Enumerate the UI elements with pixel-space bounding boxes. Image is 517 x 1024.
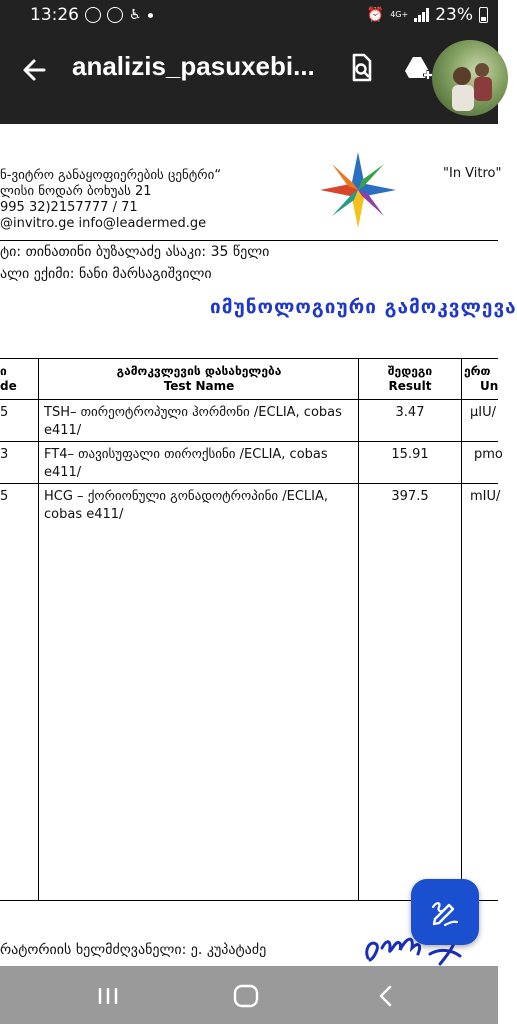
header-test-name-en: Test Name [163, 379, 235, 393]
recent-apps-button[interactable] [94, 982, 122, 1010]
app-bar [0, 32, 498, 124]
system-nav-bar [0, 966, 498, 1024]
clinic-name: ნ-ვიტრო განაყოფიერების ცენტრი“ [0, 168, 222, 183]
row-code: 5 [0, 405, 9, 420]
home-icon [232, 982, 260, 1010]
table-row-border [0, 441, 498, 442]
section-title: იმუნოლოგიური გამოკვლევა [210, 296, 517, 318]
clinic-email: @invitro.ge info@leadermed.ge [0, 216, 207, 231]
lens-search-icon [346, 52, 376, 84]
row-test-name: TSH– თირეოტროპული ჰორმონი /ECLIA, cobas e411/ [44, 405, 342, 438]
viber-icon [85, 7, 101, 23]
figure-icon: ♿ [129, 7, 142, 23]
back-arrow-icon [18, 52, 54, 88]
header-test-name-ka: გამოკვლევის დასახელება [116, 364, 282, 378]
row-test-name: FT4– თავისუფალი თიროქსინი /ECLIA, cobas e411/ [44, 447, 328, 480]
header-result-en: Result [388, 379, 432, 393]
network-type: 4G+ [390, 10, 409, 19]
edit-pen-icon [411, 879, 479, 945]
drive-add-icon [404, 54, 434, 82]
patient-line: ტი: თინათინი ბუზალაძე ასაკი: 35 წელი [0, 244, 270, 260]
signal-icon [414, 8, 429, 22]
dot-icon [148, 13, 153, 18]
clinic-logo-icon [318, 150, 398, 230]
header-result-ka: შედეგი [387, 364, 433, 378]
lab-head-line: რატორიის ხელმძღვანელი: ე. კუპატაძე [0, 942, 267, 958]
alarm-icon: ⏰ [366, 7, 385, 23]
drive-add-button[interactable] [404, 54, 434, 82]
dnd-icon [107, 7, 123, 23]
document-title: analizis_pasuxebi... [72, 51, 315, 81]
row-unit: mIU/ [470, 489, 501, 504]
clinic-brand: "In Vitro" [443, 166, 502, 181]
document-page[interactable] [0, 124, 517, 966]
doctor-line: ალი ექიმი: ნანი მარსაგიშვილი [0, 266, 212, 282]
table-top-border [0, 358, 498, 359]
header-divider [0, 240, 498, 241]
table-col-divider [358, 358, 359, 900]
row-result: 3.47 [395, 405, 425, 420]
avatar[interactable] [432, 40, 508, 116]
battery-level: 23% [435, 5, 473, 25]
clinic-phone: 995 32)2157777 / 71 [0, 200, 138, 215]
battery-icon [479, 7, 488, 23]
row-unit: pmo [474, 447, 503, 462]
status-bar [0, 0, 498, 32]
table-row-border [0, 483, 498, 484]
row-code: 3 [0, 447, 9, 462]
system-back-button[interactable] [372, 982, 400, 1010]
header-code-1: ი [0, 364, 7, 378]
clinic-address: ლისი ნოდარ ბოხუას 21 [0, 184, 152, 199]
row-test-name: HCG – ქორიონული გონადოტროპინი /ECLIA, cobas e411/ [44, 489, 329, 522]
home-button[interactable] [232, 982, 260, 1010]
avatar-photo-icon [432, 40, 508, 116]
row-unit: µIU/ [470, 405, 496, 420]
recent-apps-icon [94, 982, 122, 1010]
table-col-divider [461, 358, 462, 900]
back-button[interactable] [18, 52, 54, 88]
row-result: 397.5 [391, 489, 429, 504]
row-code: 5 [0, 489, 9, 504]
edit-fab-button[interactable] [411, 879, 479, 945]
row-result: 15.91 [391, 447, 429, 462]
status-time: 13:26 [30, 5, 79, 25]
table-header-border [0, 399, 498, 400]
lens-search-button[interactable] [346, 52, 376, 84]
header-unit-ka: ერთ [464, 364, 491, 378]
chevron-left-icon [372, 982, 400, 1010]
table-col-divider [38, 358, 39, 900]
header-code-2: de [0, 379, 17, 393]
header-unit-en: Un [480, 379, 499, 393]
